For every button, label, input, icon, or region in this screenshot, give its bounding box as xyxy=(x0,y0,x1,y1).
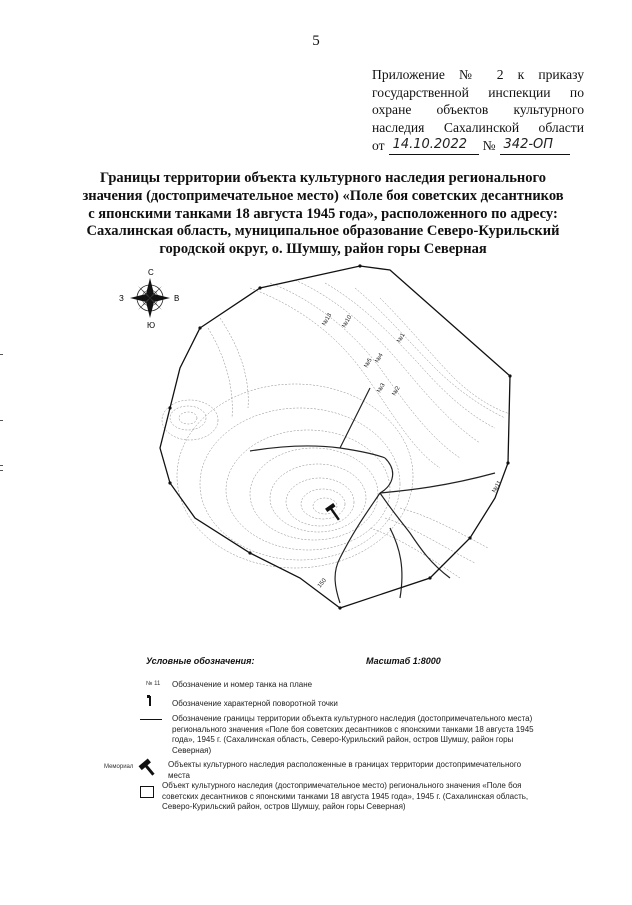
title-line: Сахалинская область, муниципальное образование Северо-Курильский xyxy=(86,223,560,240)
legend-title: Условные обозначения: xyxy=(146,656,255,666)
margin-mark xyxy=(0,470,3,471)
document-title xyxy=(70,170,576,259)
compass-rose-icon xyxy=(119,268,179,330)
memorial-hammer-icon xyxy=(136,755,158,779)
legend-item-site: Объект культурного наследия (достопримечательное место) регионального значения «Поле боя советских десантников с японскими танками 18 августа 1945 года», 1945 г. (Сахалинская область, Северо-Курильский район, остров Шумшу, район горы Северная) xyxy=(162,781,529,811)
title-line: значения (достопримечательное место) «Поле боя советских десантников xyxy=(82,187,564,204)
compass-north: С xyxy=(148,268,154,277)
appendix-line: Приложение № 2 к приказу xyxy=(372,67,584,82)
memorial-icon xyxy=(325,503,343,523)
compass-south: Ю xyxy=(147,321,156,330)
legend-item-tank: Обозначение и номер танка на плане xyxy=(172,680,313,689)
map-scale: Масштаб 1:8000 xyxy=(366,656,441,666)
legend-item-boundary: Обозначение границы территории объекта культурного наследия (достопримечательного места) регионального значения «Поле боя советских десантников с японскими танками 18 августа 1945 года», 1945 г. (Сахалинская область, Северо-Курильский район, остров Шумшу, район горы Северная) xyxy=(172,714,534,755)
tank-label: №1 xyxy=(396,332,407,344)
contour-label: 150 xyxy=(316,577,328,590)
appendix-line: охране объектов культурного xyxy=(372,102,584,117)
site-area-icon xyxy=(140,786,154,798)
tank-label: №11 xyxy=(491,480,504,494)
appendix-line: наследия Сахалинской области xyxy=(372,119,584,135)
tank-label: №13 xyxy=(321,312,334,327)
legend-item-turning-point: Обозначение характерной поворотной точки xyxy=(172,699,338,708)
tank-label: №3 xyxy=(376,382,387,394)
site-map xyxy=(100,258,530,618)
contour-lines xyxy=(162,280,510,578)
appendix-line: государственной инспекции по xyxy=(372,84,584,100)
compass-west: З xyxy=(119,294,124,303)
title-line: городской округ, о. Шумшу, район горы Северная xyxy=(159,241,487,258)
appendix-header xyxy=(372,66,584,155)
tank-label: №4 xyxy=(374,352,385,364)
handwritten-date: 14.10.2022 xyxy=(389,136,479,155)
memorial-label: Мемориал xyxy=(104,764,134,770)
appendix-date-row xyxy=(372,136,584,155)
title-line: с японскими танками 18 августа 1945 года», расположенного по адресу: xyxy=(88,205,558,222)
title-line: Границы территории объекта культурного наследия регионального xyxy=(100,170,546,186)
turning-point-icon xyxy=(142,693,158,713)
territory-boundary xyxy=(160,266,510,608)
tank-label: №2 xyxy=(391,385,402,397)
from-label: от xyxy=(372,138,385,153)
margin-mark xyxy=(0,465,3,466)
handwritten-number: 342-ОП xyxy=(500,136,570,155)
tank-label: №10 xyxy=(341,314,354,329)
legend-tank-symbol: № 11 xyxy=(146,681,161,687)
boundary-line-icon xyxy=(140,719,162,720)
tank-label: №5 xyxy=(363,357,374,369)
page-number: 5 xyxy=(312,33,320,49)
margin-mark xyxy=(0,420,3,421)
number-label: № xyxy=(482,138,496,153)
margin-mark xyxy=(0,354,3,355)
legend-item-memorial: Объекты культурного наследия расположенные в границах территории достопримечательного места xyxy=(168,760,522,780)
compass-east: В xyxy=(174,294,180,303)
